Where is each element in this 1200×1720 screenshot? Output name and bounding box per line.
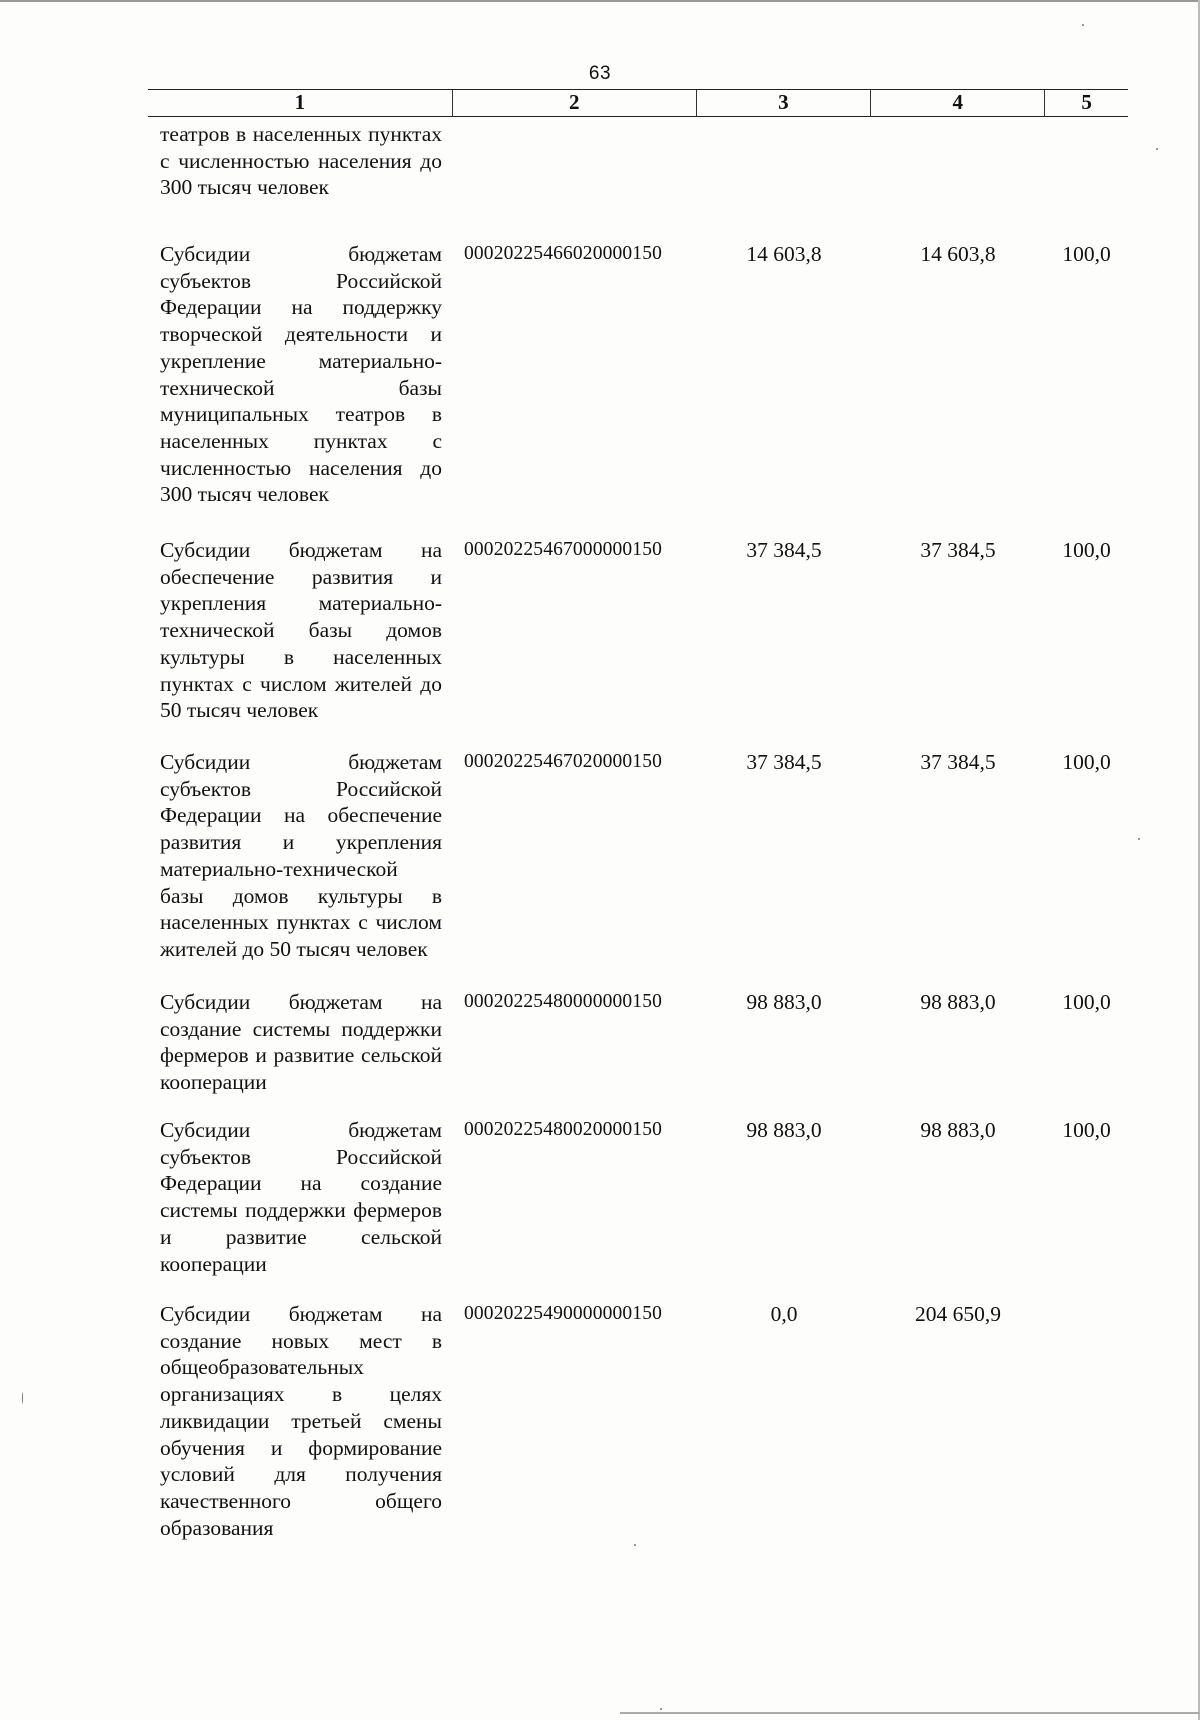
header-col-4: 4 <box>870 90 1044 116</box>
row-description: Субсидии бюджетам субъектов Российской Федерации на поддержку творческой деятельности и укрепление материально-технической базы муниципальных театров в населенных пунктах с численностью населения до 300 тысяч человек <box>160 242 442 507</box>
header-col-5: 5 <box>1044 90 1128 116</box>
row-percent-col5: 100,0 <box>1062 538 1111 562</box>
row-value-col3: 14 603,8 <box>746 242 822 266</box>
row-value-col3: 0,0 <box>770 1302 798 1326</box>
row-description: Субсидии бюджетам на обеспечение развития и укрепления материально-технической базы домов культуры в населенных пунктах с числом жителей до 50 тысяч человек <box>160 538 442 723</box>
row-description: Субсидии бюджетам субъектов Российской Федерации на создание системы поддержки фермеров и развитие сельской кооперации <box>160 1118 442 1276</box>
scan-speck <box>634 1544 636 1546</box>
row-value-col4: 98 883,0 <box>920 990 996 1014</box>
table-header-row <box>148 89 1128 117</box>
row-percent-col5: 100,0 <box>1062 1118 1111 1142</box>
scan-speck <box>1082 24 1084 26</box>
row-budget-code: 00020225467020000150 <box>464 751 662 772</box>
row-description: Субсидии бюджетам на создание новых мест в общеобразовательных организациях в целях ликвидации третьей смены обучения и формирование условий для получения качественного общего образования <box>160 1302 442 1540</box>
row-value-col3: 37 384,5 <box>746 538 822 562</box>
row-description: театров в населенных пунктах с численностью населения до 300 тысяч человек <box>160 122 442 200</box>
row-value-col4: 204 650,9 <box>915 1302 1001 1326</box>
scan-speck <box>1138 838 1140 840</box>
scan-top-edge <box>0 0 1200 2</box>
row-value-col4: 14 603,8 <box>920 242 996 266</box>
row-budget-code: 00020225480020000150 <box>464 1119 662 1140</box>
row-percent-col5: 100,0 <box>1062 990 1111 1014</box>
scan-speck <box>22 1392 23 1404</box>
header-col-3: 3 <box>696 90 870 116</box>
row-value-col4: 98 883,0 <box>920 1118 996 1142</box>
row-percent-col5: 100,0 <box>1062 242 1111 266</box>
row-value-col4: 37 384,5 <box>920 750 996 774</box>
header-col-1: 1 <box>294 90 306 114</box>
row-value-col3: 98 883,0 <box>746 1118 822 1142</box>
row-value-col4: 37 384,5 <box>920 538 996 562</box>
row-budget-code: 00020225466020000150 <box>464 243 662 264</box>
scan-speck <box>660 1708 662 1710</box>
header-col-2: 2 <box>452 90 696 116</box>
row-budget-code: 00020225480000000150 <box>464 991 662 1012</box>
row-value-col3: 98 883,0 <box>746 990 822 1014</box>
row-budget-code: 00020225467000000150 <box>464 539 662 560</box>
budget-table <box>148 89 1128 1540</box>
row-description: Субсидии бюджетам субъектов Российской Федерации на обеспечение развития и укрепления материально-технической базы домов культуры в населенных пунктах с числом жителей до 50 тысяч человек <box>160 750 442 961</box>
scan-bottom-edge <box>620 1712 1200 1714</box>
row-budget-code: 00020225490000000150 <box>464 1303 662 1324</box>
row-description: Субсидии бюджетам на создание системы поддержки фермеров и развитие сельской кооперации <box>160 990 442 1095</box>
row-value-col3: 37 384,5 <box>746 750 822 774</box>
scan-speck <box>1156 148 1158 150</box>
row-percent-col5: 100,0 <box>1062 750 1111 774</box>
page-number: 63 <box>588 63 612 84</box>
